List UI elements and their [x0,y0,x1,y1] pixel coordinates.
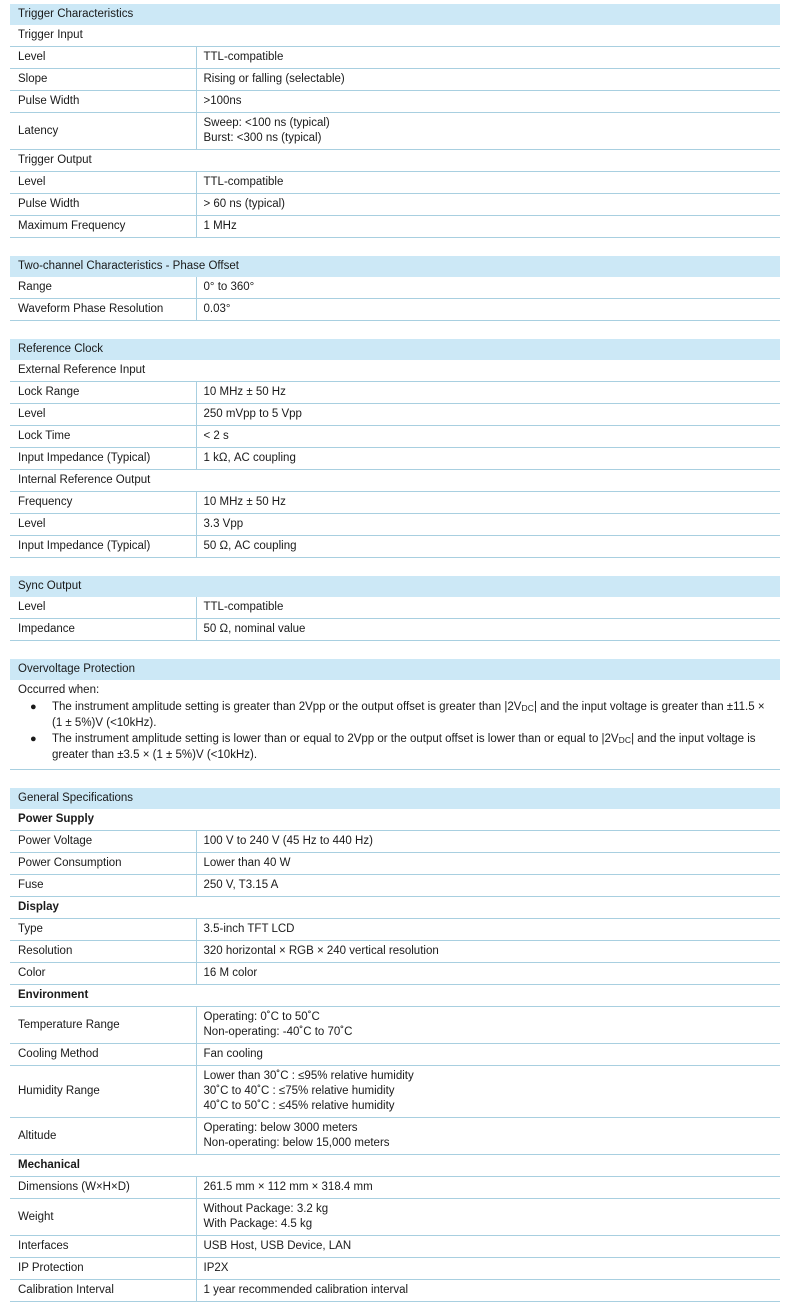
spec-value-line: 16 M color [203,967,258,979]
spec-value-line: 3.5-inch TFT LCD [203,923,295,935]
spec-label: Slope [10,69,196,91]
spec-label: Latency [10,113,196,150]
spec-label: Level [10,514,196,536]
spec-section-general-specifications [10,788,780,1302]
spec-row-ip-protection [10,1258,780,1280]
spec-label: Fuse [10,875,196,897]
spec-value [196,426,780,448]
subheader-row-trigger-input [10,25,780,47]
spec-value-line: IP2X [203,1262,229,1274]
section-header-row [10,659,780,680]
spec-row-frequency [10,492,780,514]
bullet-dot-icon: ● [30,701,37,713]
spec-value-line: USB Host, USB Device, LAN [203,1240,352,1252]
spec-value-line: 100 V to 240 V (45 Hz to 440 Hz) [203,835,373,847]
spec-label: IP Protection [10,1258,196,1280]
spec-table [10,576,780,641]
spec-label: Impedance [10,619,196,641]
spec-section-overvoltage-protection [10,659,780,770]
subheader-row-external-reference-input [10,360,780,382]
spec-row-weight [10,1199,780,1236]
spec-value-line: 10 MHz ± 50 Hz [203,496,286,508]
spec-row-slope [10,69,780,91]
bullet-list [18,700,776,763]
spec-row-level [10,47,780,69]
spec-value [196,831,780,853]
spec-value [196,875,780,897]
bullet-list-row [10,700,780,770]
spec-section-reference-clock [10,339,780,558]
group-header-row-power-supply [10,809,780,831]
note-row [10,680,780,700]
subheader-row-trigger-output [10,150,780,172]
spec-row-level [10,172,780,194]
spec-value [196,941,780,963]
spec-value-line: Burst: <300 ns (typical) [203,132,322,144]
spec-label: Level [10,47,196,69]
spec-row-lock-time [10,426,780,448]
spec-table [10,339,780,558]
spec-label: Level [10,172,196,194]
section-header-row [10,256,780,277]
spec-value-line: >100ns [203,95,242,107]
spec-label: Range [10,277,196,299]
spec-value-line: 1 year recommended calibration interval [203,1284,409,1296]
spec-row-pulse-width [10,91,780,113]
spec-value [196,1199,780,1236]
spec-label: Maximum Frequency [10,216,196,238]
spec-label: Level [10,597,196,619]
spec-row-humidity-range [10,1066,780,1118]
spec-label: Frequency [10,492,196,514]
spec-value-line: 40˚C to 50˚C : ≤45% relative humidity [203,1100,395,1112]
section-header-row [10,788,780,809]
section-header-row [10,4,780,25]
spec-row-level [10,514,780,536]
spec-row-power-consumption [10,853,780,875]
spec-value [196,404,780,426]
spec-value [196,1044,780,1066]
spec-label: Calibration Interval [10,1280,196,1302]
spec-value-line: Without Package: 3.2 kg [203,1203,329,1215]
spec-value [196,382,780,404]
spec-value [196,536,780,558]
section-title: Trigger Characteristics [10,4,780,25]
spec-row-input-impedance-typical [10,448,780,470]
spec-row-power-voltage [10,831,780,853]
subheader-label: Trigger Input [10,25,780,47]
bullet-item [18,700,776,731]
spec-value-line: Operating: below 3000 meters [203,1122,358,1134]
spec-row-waveform-phase-resolution [10,299,780,321]
spec-table [10,788,780,1302]
spec-value-line: Non-operating: -40˚C to 70˚C [203,1026,353,1038]
spec-value-line: Fan cooling [203,1048,263,1060]
spec-value [196,277,780,299]
spec-label: Power Voltage [10,831,196,853]
spec-value [196,1280,780,1302]
spec-value-line: > 60 ns (typical) [203,198,285,210]
spec-value [196,1258,780,1280]
spec-value-line: 250 mVpp to 5 Vpp [203,408,302,420]
group-header-label: Environment [10,985,780,1007]
spec-label: Altitude [10,1118,196,1155]
spec-value [196,597,780,619]
spec-value [196,47,780,69]
spec-value-line: 3.3 Vpp [203,518,244,530]
spec-value [196,919,780,941]
group-header-label: Power Supply [10,809,780,831]
section-header-row [10,339,780,360]
spec-value [196,113,780,150]
spec-label: Input Impedance (Typical) [10,448,196,470]
group-header-label: Mechanical [10,1155,780,1177]
spec-value-line: Lower than 30˚C : ≤95% relative humidity [203,1070,414,1082]
spec-row-latency [10,113,780,150]
spec-label: Lock Time [10,426,196,448]
spec-value [196,172,780,194]
subheader-label: External Reference Input [10,360,780,382]
section-title: General Specifications [10,788,780,809]
spec-label: Cooling Method [10,1044,196,1066]
spec-row-resolution [10,941,780,963]
spec-label: Dimensions (W×H×D) [10,1177,196,1199]
spec-row-color [10,963,780,985]
spec-value-line: Sweep: <100 ns (typical) [203,117,330,129]
spec-value-line: Lower than 40 W [203,857,291,869]
bullet-list-cell [10,700,780,770]
section-header-row [10,576,780,597]
spec-section-sync-output [10,576,780,641]
group-header-row-environment [10,985,780,1007]
spec-row-temperature-range [10,1007,780,1044]
subheader-label: Internal Reference Output [10,470,780,492]
spec-value [196,963,780,985]
subheader-label: Trigger Output [10,150,780,172]
spec-value-line: 0.03° [203,303,231,315]
spec-label: Interfaces [10,1236,196,1258]
spec-row-fuse [10,875,780,897]
spec-label: Resolution [10,941,196,963]
bullet-text: The instrument amplitude setting is lower than or equal to 2Vpp or the output offset is lower than or equal to $|2V_{DC}|$ and the input voltage is greater than ±3.5 × (1 ± 5%)V (<10kHz). [52,733,756,761]
group-header-row-mechanical [10,1155,780,1177]
spec-value-line: 261.5 mm × 112 mm × 318.4 mm [203,1181,373,1193]
spec-value [196,216,780,238]
subheader-row-internal-reference-output [10,470,780,492]
spec-label: Humidity Range [10,1066,196,1118]
spec-row-input-impedance-typical [10,536,780,558]
spec-label: Pulse Width [10,194,196,216]
spec-label: Temperature Range [10,1007,196,1044]
spec-row-level [10,404,780,426]
group-header-label: Display [10,897,780,919]
spec-value-line: TTL-compatible [203,51,284,63]
spec-value-line: 320 horizontal × RGB × 240 vertical resolution [203,945,439,957]
spec-row-dimensions-w-h-d [10,1177,780,1199]
spec-value-line: Non-operating: below 15,000 meters [203,1137,390,1149]
spec-section-two-channel-characteristics-phase-offset [10,256,780,321]
spec-value-line: With Package: 4.5 kg [203,1218,313,1230]
spec-value [196,514,780,536]
spec-value-line: 10 MHz ± 50 Hz [203,386,286,398]
spec-row-maximum-frequency [10,216,780,238]
spec-value-line: 250 V, T3.15 A [203,879,279,891]
spec-value [196,1118,780,1155]
spec-row-type [10,919,780,941]
spec-value [196,1236,780,1258]
spec-row-cooling-method [10,1044,780,1066]
spec-table [10,4,780,238]
spec-row-level [10,597,780,619]
specifications-document [10,0,780,1302]
group-header-row-display [10,897,780,919]
spec-value-line: TTL-compatible [203,601,284,613]
spec-value [196,853,780,875]
spec-value [196,619,780,641]
spec-value-line: < 2 s [203,430,229,442]
spec-value [196,1177,780,1199]
spec-value [196,1066,780,1118]
spec-label: Pulse Width [10,91,196,113]
spec-table [10,256,780,321]
bullet-dot-icon: ● [30,733,37,745]
spec-row-range [10,277,780,299]
spec-value [196,448,780,470]
section-title: Two-channel Characteristics - Phase Offset [10,256,780,277]
spec-label: Waveform Phase Resolution [10,299,196,321]
spec-value-line: Rising or falling (selectable) [203,73,345,85]
spec-label: Lock Range [10,382,196,404]
spec-value [196,492,780,514]
section-title: Overvoltage Protection [10,659,780,680]
section-title: Sync Output [10,576,780,597]
spec-label: Input Impedance (Typical) [10,536,196,558]
section-title: Reference Clock [10,339,780,360]
spec-value [196,69,780,91]
spec-value-line: 1 kΩ, AC coupling [203,452,296,464]
spec-row-calibration-interval [10,1280,780,1302]
bullet-item [18,732,776,763]
spec-section-trigger-characteristics [10,4,780,238]
spec-row-pulse-width [10,194,780,216]
spec-value [196,194,780,216]
spec-row-lock-range [10,382,780,404]
spec-value-line: 1 MHz [203,220,237,232]
spec-label: Power Consumption [10,853,196,875]
spec-label: Color [10,963,196,985]
spec-value-line: 0° to 360° [203,281,255,293]
spec-value-line: 50 Ω, nominal value [203,623,306,635]
spec-row-interfaces [10,1236,780,1258]
spec-row-altitude [10,1118,780,1155]
spec-label: Level [10,404,196,426]
spec-row-impedance [10,619,780,641]
spec-value-line: 50 Ω, AC coupling [203,540,297,552]
spec-table [10,659,780,770]
spec-value [196,299,780,321]
spec-label: Type [10,919,196,941]
spec-value-line: Operating: 0˚C to 50˚C [203,1011,320,1023]
spec-value-line: 30˚C to 40˚C : ≤75% relative humidity [203,1085,395,1097]
note-text: Occurred when: [18,684,100,696]
spec-value [196,91,780,113]
bullet-text: The instrument amplitude setting is greater than 2Vpp or the output offset is greater than $|2V_{DC}|$ and the input voltage is greater than ±11.5 × (1 ± 5%)V (<10kHz). [52,701,765,729]
spec-value [196,1007,780,1044]
spec-value-line: TTL-compatible [203,176,284,188]
spec-label: Weight [10,1199,196,1236]
